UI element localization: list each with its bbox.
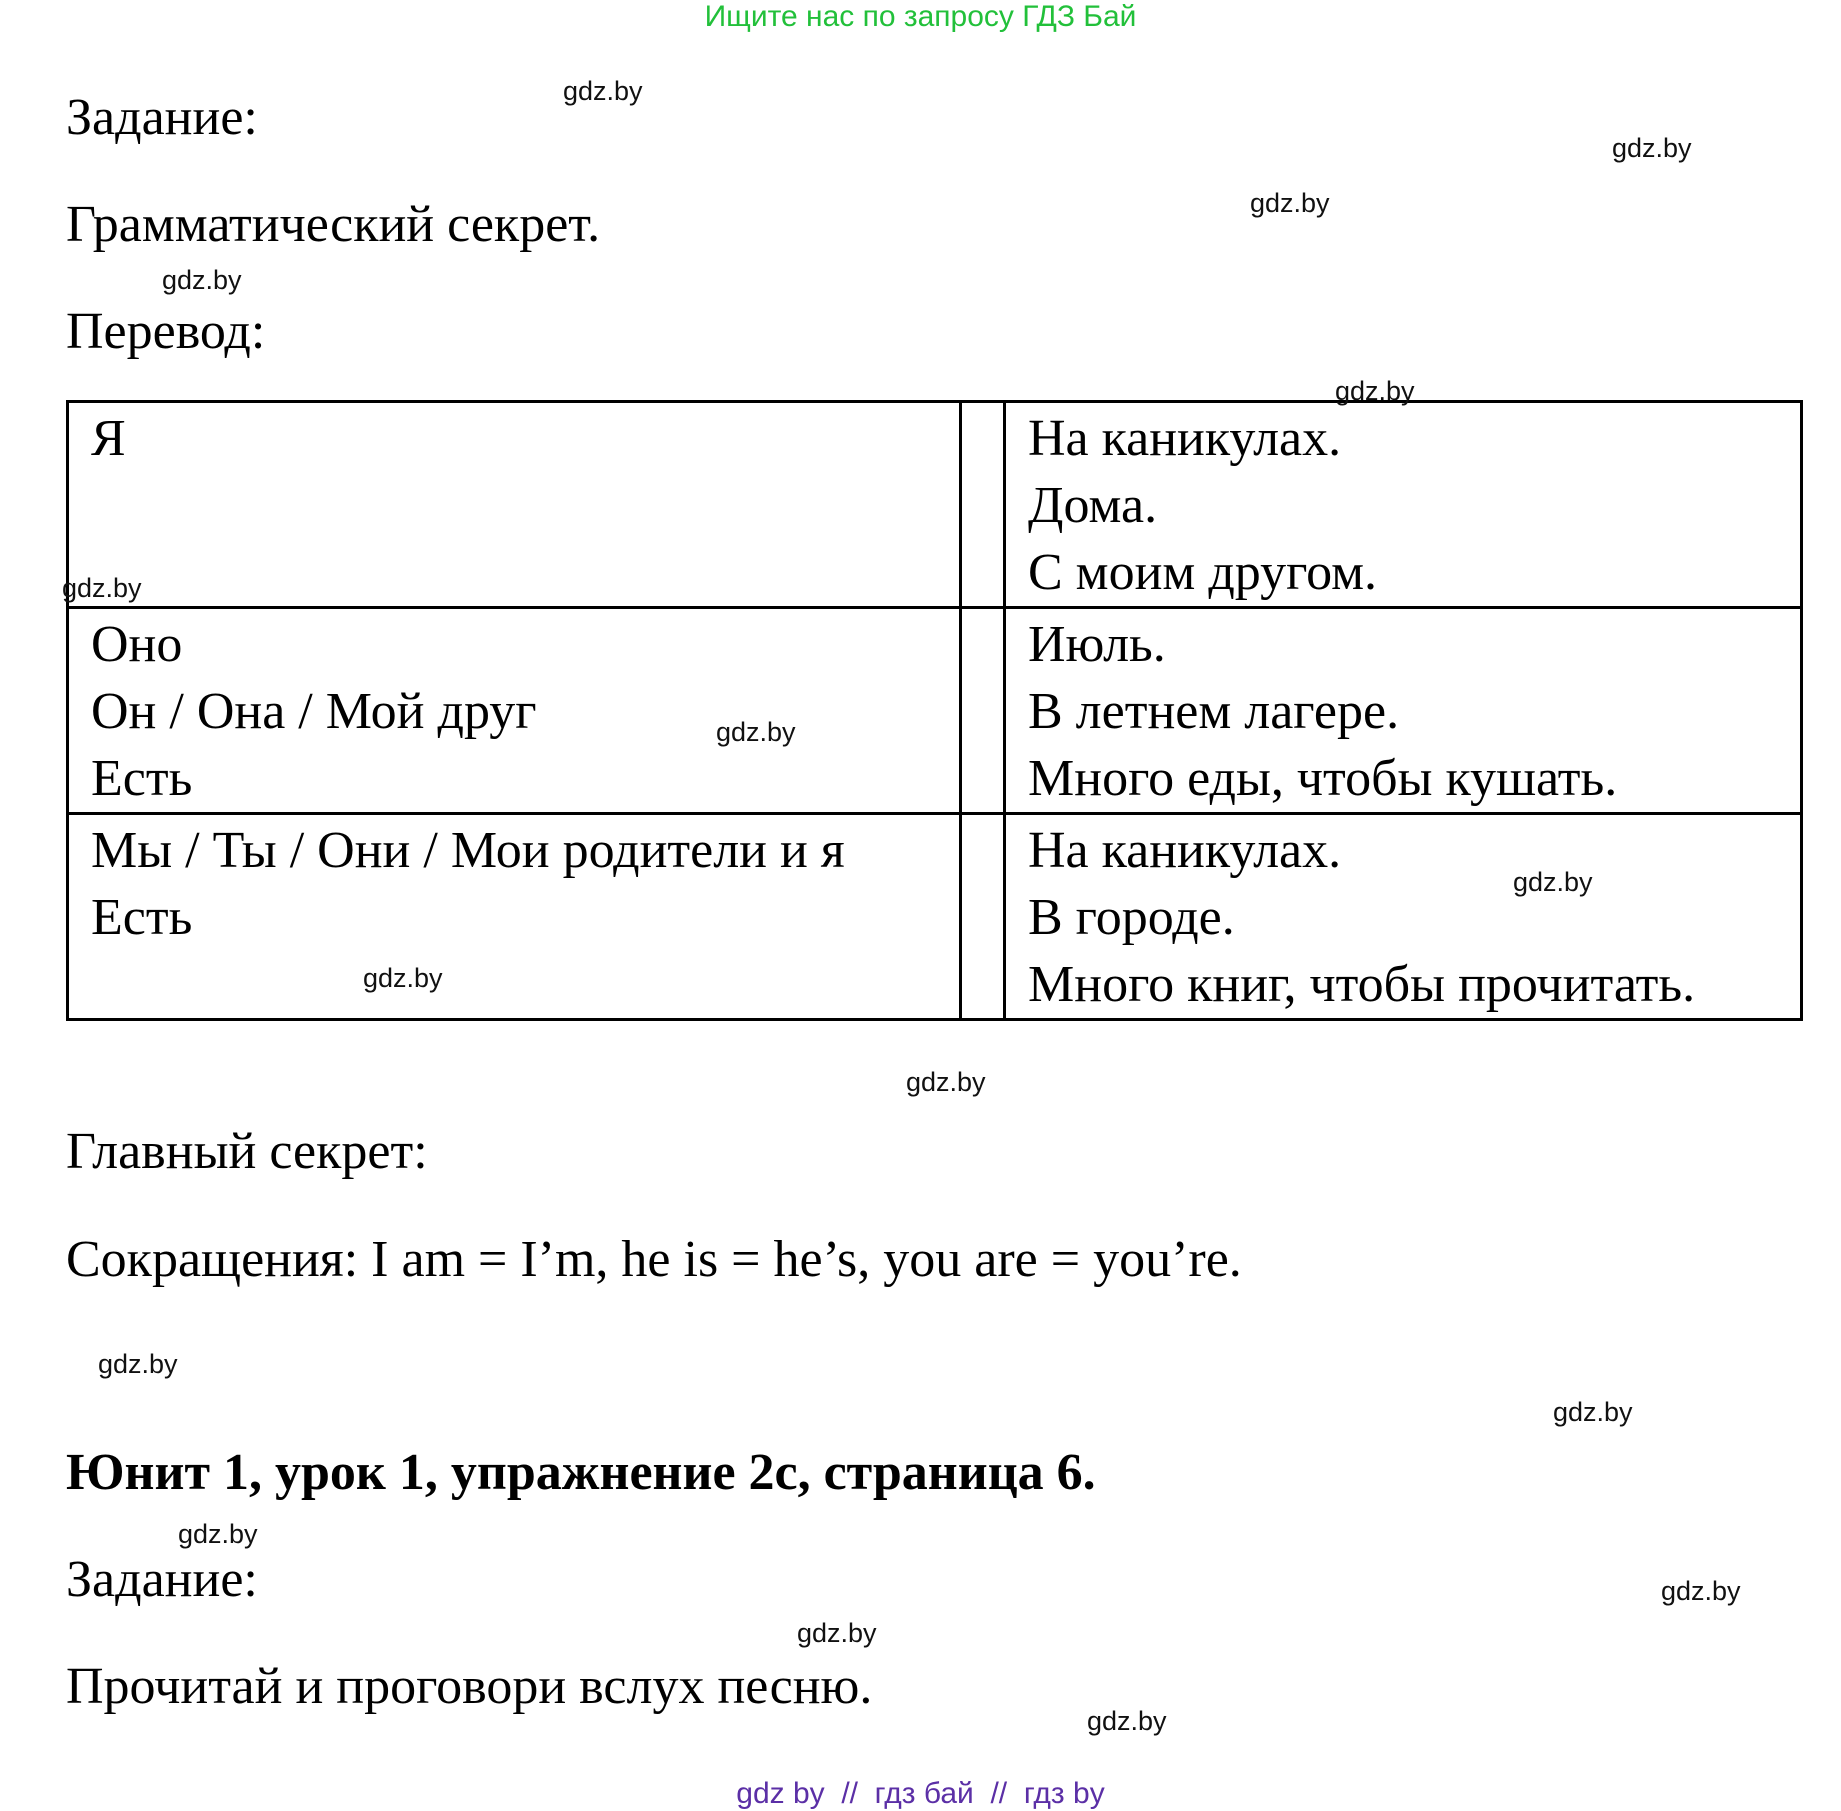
watermark: gdz.by: [1513, 867, 1593, 897]
watermark: gdz.by: [98, 1349, 178, 1379]
task-text: Грамматический секрет.: [66, 196, 601, 253]
footer-links: gdz by // гдз бай // гдз by: [736, 1777, 1105, 1810]
table-cell-text: Много еды, чтобы кушать.: [1028, 750, 1618, 807]
table-cell-right: [1005, 608, 1802, 814]
table-cell-spacer: [961, 608, 1005, 814]
watermark: gdz.by: [62, 573, 142, 603]
table-cell-right: [1005, 814, 1802, 1020]
table-cell-left: [68, 402, 961, 608]
table-cell-text: Есть: [91, 750, 193, 807]
table-cell-spacer: [961, 402, 1005, 608]
watermark: gdz.by: [1250, 188, 1330, 218]
table-cell-text: Оно: [91, 616, 183, 673]
table-row: [68, 402, 1802, 608]
watermark: gdz.by: [162, 265, 242, 295]
watermark: gdz.by: [906, 1067, 986, 1097]
watermark: gdz.by: [363, 963, 443, 993]
table-cell-text: Июль.: [1028, 616, 1166, 673]
main-secret-label: Главный секрет:: [66, 1123, 428, 1180]
table-cell-text: На каникулах.: [1028, 822, 1342, 879]
table-cell-text: В летнем лагере.: [1028, 683, 1400, 740]
table-cell-text: В городе.: [1028, 889, 1235, 946]
table-row: [68, 608, 1802, 814]
table-row: [68, 814, 1802, 1020]
watermark: gdz.by: [716, 717, 796, 747]
table-cell-left: [68, 814, 961, 1020]
watermark: gdz.by: [1087, 1706, 1167, 1736]
table-cell-text: Я: [91, 410, 126, 467]
watermark: gdz.by: [1335, 376, 1415, 406]
table-cell-text: На каникулах.: [1028, 410, 1342, 467]
table-cell-spacer: [961, 814, 1005, 1020]
translation-label: Перевод:: [66, 303, 266, 360]
table-cell-text: С моим другом.: [1028, 544, 1378, 601]
watermark: gdz.by: [1661, 1576, 1741, 1606]
task-label-2: Задание:: [66, 1551, 258, 1608]
task-label: Задание:: [66, 89, 258, 146]
table-cell-right: [1005, 402, 1802, 608]
watermark: gdz.by: [1553, 1397, 1633, 1427]
table-cell-text: Мы / Ты / Они / Мои родители и я: [91, 822, 845, 879]
translation-table: [66, 400, 1803, 1021]
main-secret-text: Сокращения: I am = I’m, he is = he’s, you are = you’re.: [66, 1231, 1242, 1288]
watermark: gdz.by: [178, 1519, 258, 1549]
table-cell-text: Дома.: [1028, 477, 1158, 534]
task-text-2: Прочитай и проговори вслух песню.: [66, 1658, 873, 1715]
watermark: gdz.by: [797, 1618, 877, 1648]
watermark: gdz.by: [563, 76, 643, 106]
watermark: gdz.by: [1612, 133, 1692, 163]
unit-heading: Юнит 1, урок 1, упражнение 2с, страница 6.: [66, 1444, 1096, 1501]
top-banner: Ищите нас по запросу ГДЗ Бай: [704, 0, 1137, 33]
table-cell-left: [68, 608, 961, 814]
table-cell-text: Много книг, чтобы прочитать.: [1028, 956, 1696, 1013]
table-cell-text: Есть: [91, 889, 193, 946]
table-cell-text: Он / Она / Мой друг: [91, 683, 537, 740]
